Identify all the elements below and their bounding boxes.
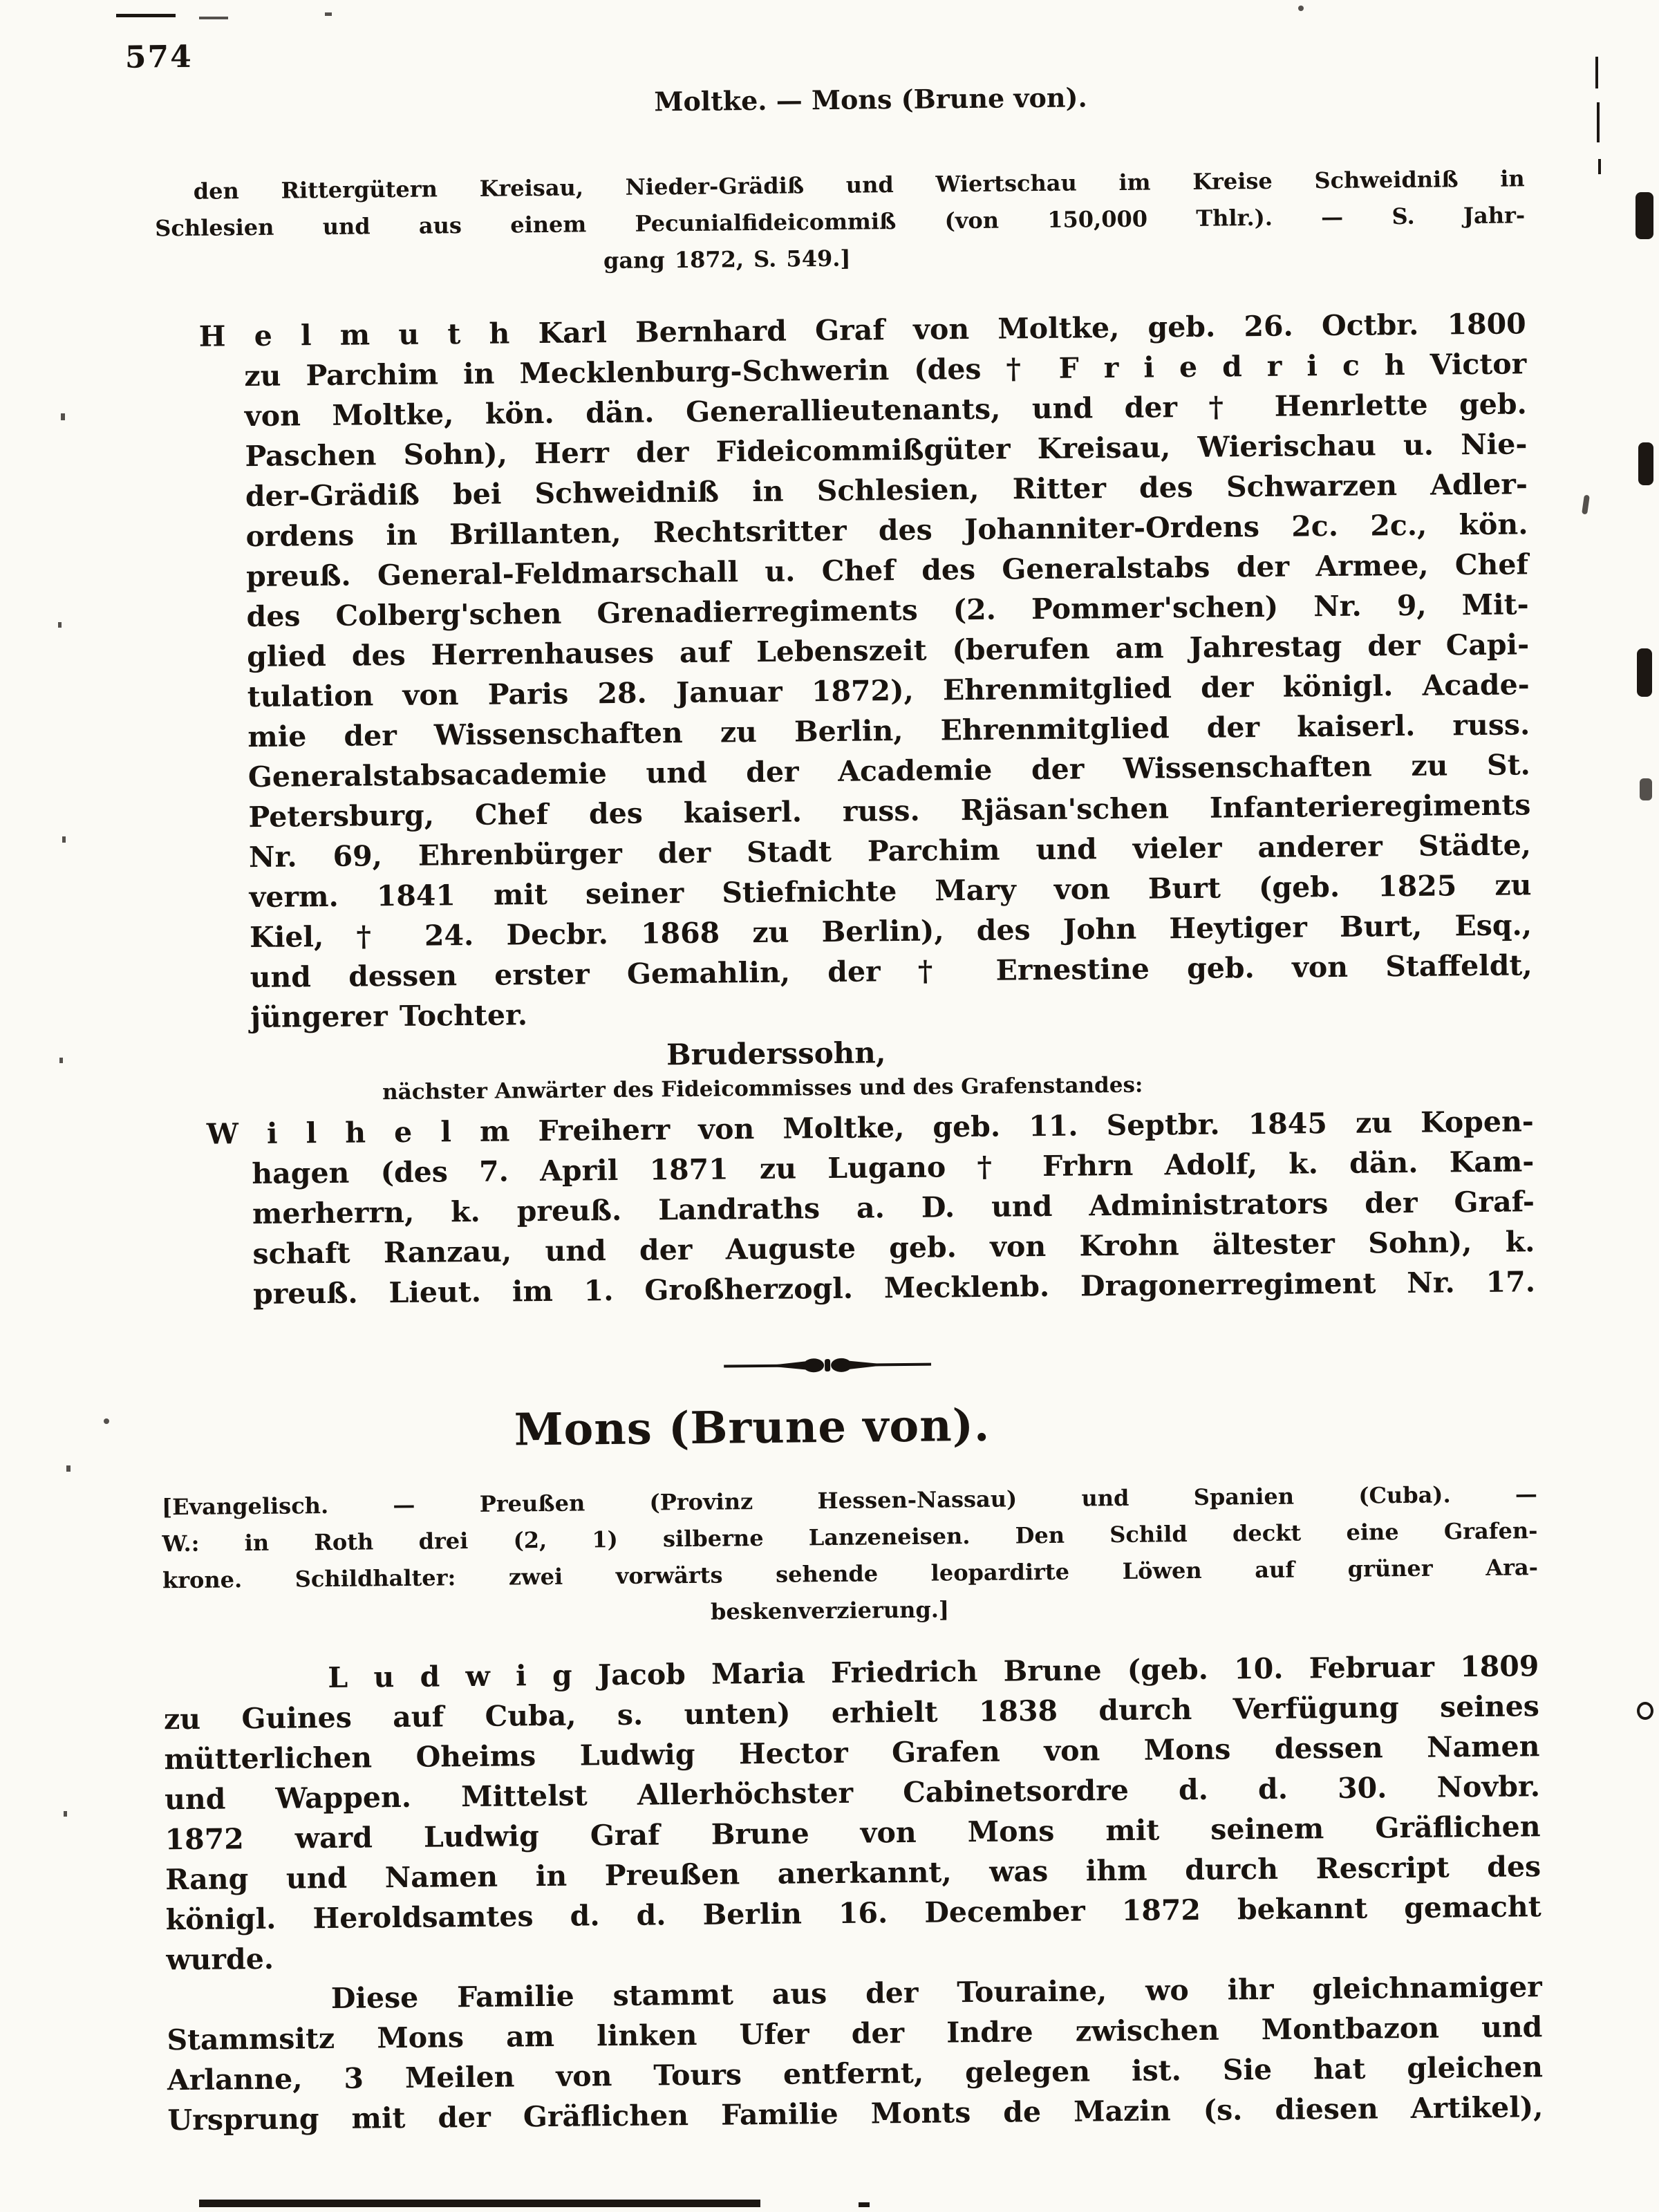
scan-mark xyxy=(1598,159,1601,174)
text-line: und dessen erster Gemahlin, der † Ernestine geb. von Staffeldt, xyxy=(250,948,1533,995)
text-line: Arlanne, 3 Meilen von Tours entfernt, gelegen ist. Sie hat gleichen xyxy=(167,2050,1544,2097)
scan-mark xyxy=(62,836,66,843)
text-line: merherrn, k. preuß. Landraths a. D. und Administrators der Graf- xyxy=(252,1185,1535,1231)
scan-mark xyxy=(61,413,65,420)
text-line: königl. Heroldsamtes d. d. Berlin 16. December 1872 bekannt gemacht xyxy=(165,1890,1541,1937)
ludwig-brune-paragraph xyxy=(163,1646,1541,1980)
text-line: verm. 1841 mit seiner Stiefnichte Mary von Burt (geb. 1825 zu xyxy=(249,868,1532,915)
scan-mark xyxy=(1637,648,1652,697)
text-line: den Rittergütern Kreisau, Nieder-Grädiß und Wiertschau im Kreise Schweidniß in xyxy=(193,165,1525,205)
text-line: 1872 ward Ludwig Graf Brune von Mons mit seinem Gräflichen xyxy=(165,1810,1541,1857)
moltke-note-paragraph xyxy=(149,160,1526,283)
text-line: und Wappen. Mittelst Allerhöchster Cabinetsordre d. d. 30. Novbr. xyxy=(164,1770,1541,1817)
bruderssohn-subheading: nächster Anwärter des Fideicommisses und des Grafenstandes: xyxy=(382,1072,1143,1105)
text-line: H e l m u t h Karl Bernhard Graf von Moltke, geb. 26. Octbr. 1800 xyxy=(198,307,1526,353)
text-line: beskenverzierung.] xyxy=(710,1596,950,1625)
text-line: zu Guines auf Cuba, s. unten) erhielt 1838 durch Verfügung seines xyxy=(163,1689,1540,1736)
scan-mark xyxy=(1635,192,1653,239)
text-line: Stammsitz Mons am linken Ufer der Indre zwischen Montbazon und xyxy=(167,2010,1543,2057)
text-line: wurde. xyxy=(166,1942,274,1977)
text-line: der-Grädiß bei Schweidniß in Schlesien, Ritter des Schwarzen Adler- xyxy=(245,467,1528,514)
text-line: Paschen Sohn), Herr der Fideicommißgüter Kreisau, Wierischau u. Nie- xyxy=(245,427,1528,474)
text-line: W.: in Roth drei (2, 1) silberne Lanzeneisen. Den Schild deckt eine Grafen- xyxy=(162,1517,1538,1557)
scan-mark xyxy=(104,1418,109,1424)
text-line: glied des Herrenhauses auf Lebenszeit (berufen am Jahrestag der Capi- xyxy=(246,628,1530,674)
scan-mark xyxy=(859,2202,870,2207)
scan-mark xyxy=(59,1058,63,1063)
text-line: L u d w i g Jacob Maria Friedrich Brune (geb. 10. Februar 1809 xyxy=(328,1649,1539,1695)
text-line: tulation von Paris 28. Januar 1872), Ehrenmitglied der königl. Acade- xyxy=(247,668,1530,714)
text-line: zu Parchim in Mecklenburg-Schwerin (des † F r i e d r i c h Victor xyxy=(244,347,1527,393)
scan-mark xyxy=(1637,1702,1653,1720)
text-line: mie der Wissenschaften zu Berlin, Ehrenmitglied der kaiserl. russ. xyxy=(247,708,1530,754)
section-divider-ornament xyxy=(140,1345,1515,1386)
text-line: ordens in Brillanten, Rechtsritter des Johanniter-Ordens 2c. 2c., kön. xyxy=(245,507,1528,554)
text-line: des Colberg'schen Grenadierregiments (2. Pommer'schen) Nr. 9, Mit- xyxy=(246,588,1529,634)
divider-ornament-icon xyxy=(724,1356,931,1376)
text-line: preuß. Lieut. im 1. Großherzogl. Mecklenb. Dragonerregiment Nr. 17. xyxy=(252,1265,1536,1311)
text-line: von Moltke, kön. dän. Generallieutenants, und der † Henrlette geb. xyxy=(244,387,1528,433)
touraine-origin-paragraph xyxy=(167,1967,1544,2140)
text-line: krone. Schildhalter: zwei vorwärts sehende leopardirte Löwen auf grüner Ara- xyxy=(162,1554,1539,1594)
text-line: Rang und Namen in Preußen anerkannt, was ihm durch Rescript des xyxy=(165,1850,1541,1897)
mons-entry-heading: Mons (Brune von). xyxy=(514,1399,991,1456)
scan-mark xyxy=(1298,6,1304,11)
scan-mark xyxy=(1640,778,1652,800)
text-line: Ursprung mit der Gräflichen Familie Monts de Mazin (s. diesen Artikel), xyxy=(167,2090,1544,2137)
text-line: jüngerer Tochter. xyxy=(250,998,528,1035)
text-line: preuß. General-Feldmarschall u. Chef des Generalstabs der Armee, Chef xyxy=(245,547,1529,594)
scan-mark xyxy=(199,17,228,19)
text-line: gang 1872, S. 549.] xyxy=(603,245,851,274)
scan-mark xyxy=(66,1465,71,1472)
text-line: schaft Ranzau, und der Auguste geb. von Krohn ältester Sohn), k. xyxy=(252,1225,1535,1271)
helmuth-moltke-entry-paragraph xyxy=(151,303,1533,1038)
text-line: W i l h e l m Freiherr von Moltke, geb. 11. Septbr. 1845 zu Kopen- xyxy=(206,1105,1534,1151)
scan-mark xyxy=(64,1811,67,1817)
text-line: Kiel, † 24. Decbr. 1868 zu Berlin), des John Heytiger Burt, Esq., xyxy=(249,908,1533,955)
scan-mark xyxy=(1638,442,1653,485)
text-line: mütterlichen Oheims Ludwig Hector Grafen von Mons dessen Namen xyxy=(164,1730,1540,1777)
scan-mark xyxy=(1595,57,1598,88)
bruderssohn-heading: Bruderssohn, xyxy=(666,1035,886,1072)
scan-mark xyxy=(325,12,332,16)
scan-mark xyxy=(116,14,176,17)
scan-mark xyxy=(58,622,62,628)
text-line: [Evangelisch. — Preußen (Provinz Hessen-Nassau) und Spanien (Cuba). — xyxy=(161,1481,1538,1521)
wilhelm-moltke-entry-paragraph xyxy=(158,1101,1536,1315)
text-line: Nr. 69, Ehrenbürger der Stadt Parchim und vieler anderer Städte, xyxy=(248,828,1532,874)
text-line: hagen (des 7. April 1871 zu Lugano † Frhrn Adolf, k. dän. Kam- xyxy=(252,1145,1535,1191)
text-line: Diese Familie stammt aus der Touraine, wo ihr gleichnamiger xyxy=(330,1970,1543,2015)
text-line: Petersburg, Chef des kaiserl. russ. Rjäsan'schen Infanterieregiments xyxy=(248,788,1531,834)
text-line: Schlesien und aus einem Pecunialfideicommiß (von 150,000 Thlr.). — S. Jahr- xyxy=(155,202,1526,242)
scan-mark xyxy=(199,2200,760,2207)
page-number: 574 xyxy=(124,39,193,75)
running-header: Moltke. — Mons (Brune von). xyxy=(654,82,1087,118)
mons-blazon-paragraph xyxy=(162,1476,1539,1635)
scan-mark xyxy=(1597,102,1600,142)
text-line: Generalstabsacademie und der Academie der Wissenschaften zu St. xyxy=(247,748,1531,794)
text-column xyxy=(149,160,1544,2140)
